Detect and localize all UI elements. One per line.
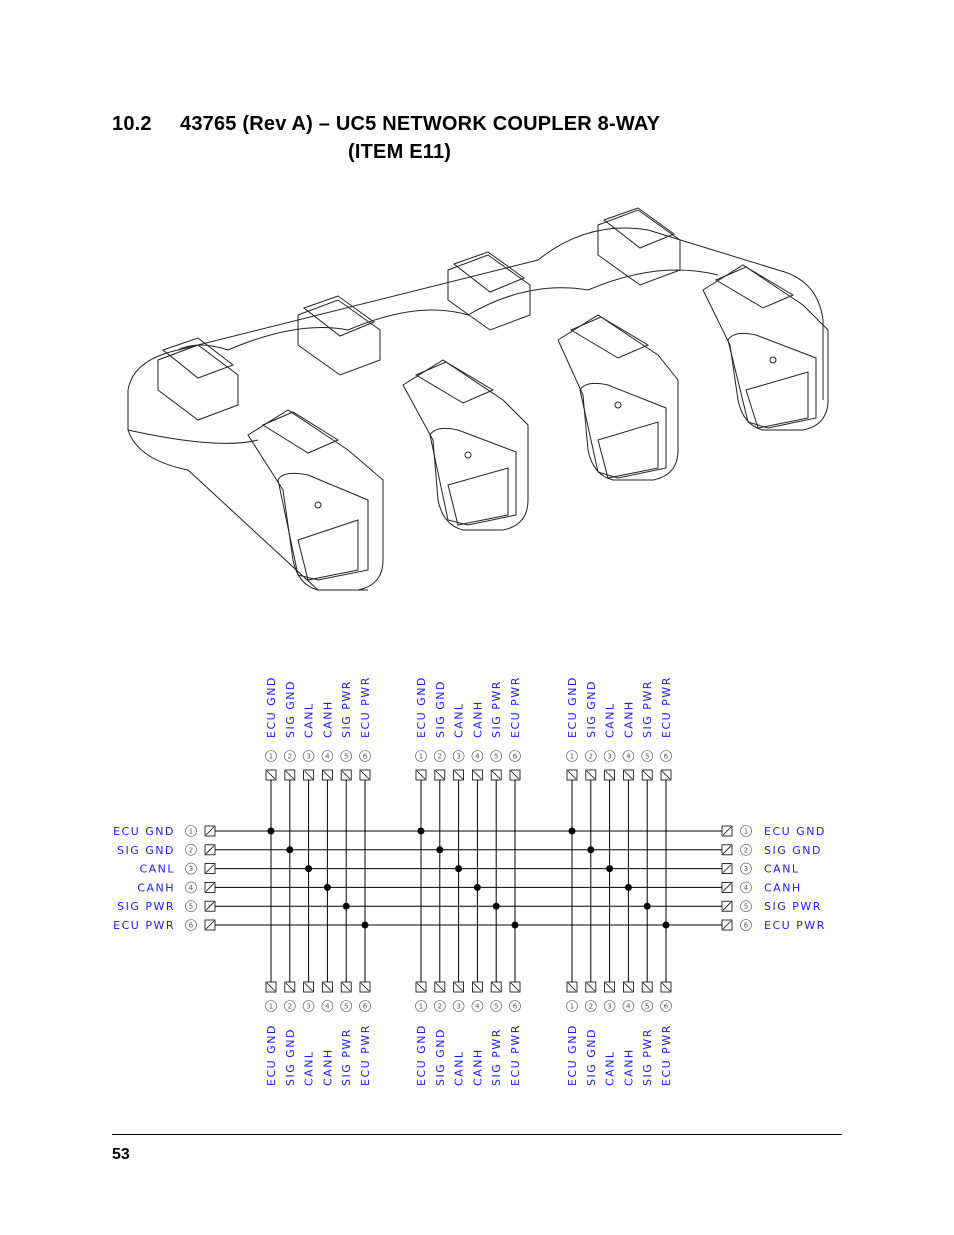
pin-number: 1 xyxy=(268,752,274,761)
junction-dot xyxy=(663,922,670,929)
pin-number: 4 xyxy=(475,1002,480,1011)
connector-label-bottom: SIG GND xyxy=(584,1028,598,1086)
pin-number: 5 xyxy=(743,902,749,911)
pin-number: 5 xyxy=(493,1002,499,1011)
connector-label-bottom: ECU GND xyxy=(415,1024,428,1086)
pin-number: 4 xyxy=(743,883,749,892)
connector-label-top: CANH xyxy=(622,700,636,738)
pin-number: 6 xyxy=(663,1002,669,1011)
signal-label-left: ECU PWR xyxy=(113,919,175,932)
junction-dot xyxy=(436,846,443,853)
pin-number: 1 xyxy=(188,827,194,836)
junction-dot xyxy=(268,828,275,835)
junction-dot xyxy=(493,903,500,910)
connector-label-top: ECU GND xyxy=(566,676,579,738)
pin-number: 4 xyxy=(626,752,631,761)
signal-label-left: ECU GND xyxy=(113,825,175,838)
pin-number: 1 xyxy=(569,1002,575,1011)
pin-number: 6 xyxy=(362,752,368,761)
signal-label-left: CANL xyxy=(139,862,175,876)
pin-number: 5 xyxy=(188,902,194,911)
junction-dot xyxy=(286,846,293,853)
pin-number: 1 xyxy=(268,1002,274,1011)
junction-dot xyxy=(512,922,519,929)
pin-number: 3 xyxy=(607,1002,612,1011)
junction-dot xyxy=(625,884,632,891)
pin-number: 6 xyxy=(512,1002,518,1011)
pin-number: 3 xyxy=(306,1002,311,1011)
junction-dot xyxy=(324,884,331,891)
pin-number: 5 xyxy=(493,752,499,761)
junction-dot xyxy=(474,884,481,891)
pin-number: 4 xyxy=(325,752,330,761)
connector-label-top: CANL xyxy=(603,702,617,738)
footer-rule xyxy=(112,1134,842,1135)
coupler-isometric-drawing xyxy=(118,200,838,600)
wiring-schematic xyxy=(0,650,954,1100)
signal-label-right: SIG PWR xyxy=(764,900,822,914)
junction-dot xyxy=(606,865,613,872)
pin-number: 2 xyxy=(188,846,194,855)
pin-number: 5 xyxy=(343,1002,349,1011)
pin-number: 4 xyxy=(626,1002,631,1011)
pin-number: 2 xyxy=(287,752,293,761)
connector-label-top: CANL xyxy=(302,702,316,738)
junction-dot xyxy=(587,846,594,853)
pin-number: 4 xyxy=(325,1002,330,1011)
pin-number: 2 xyxy=(437,1002,443,1011)
pin-number: 6 xyxy=(188,921,194,930)
pin-number: 6 xyxy=(362,1002,368,1011)
connector-label-top: SIG GND xyxy=(584,680,598,738)
junction-dot xyxy=(343,903,350,910)
pin-number: 3 xyxy=(456,1002,461,1011)
connector-label-bottom: SIG GND xyxy=(433,1028,447,1086)
connector-label-bottom: CANL xyxy=(302,1050,316,1086)
connector-label-top: SIG PWR xyxy=(340,680,354,738)
pin-number: 3 xyxy=(188,865,194,874)
signal-label-right: SIG GND xyxy=(764,843,822,857)
pin-number: 1 xyxy=(418,1002,424,1011)
pin-number: 6 xyxy=(512,752,518,761)
connector-label-bottom: SIG PWR xyxy=(641,1028,655,1086)
pin-number: 2 xyxy=(743,846,749,855)
pin-number: 1 xyxy=(569,752,575,761)
pin-number: 2 xyxy=(588,1002,594,1011)
junction-dot xyxy=(362,922,369,929)
connector-label-top: CANH xyxy=(471,700,485,738)
connector-label-top: CANL xyxy=(452,702,466,738)
pin-number: 1 xyxy=(418,752,424,761)
connector-label-bottom: CANH xyxy=(622,1048,636,1086)
connector-label-bottom: SIG PWR xyxy=(340,1028,354,1086)
connector-front-3 xyxy=(558,315,678,480)
junction-dot xyxy=(305,865,312,872)
junction-dot xyxy=(644,903,651,910)
section-title-line2: (ITEM E11) xyxy=(348,141,452,163)
pin-number: 3 xyxy=(306,752,311,761)
connector-label-top: ECU PWR xyxy=(359,676,372,738)
connector-label-top: ECU GND xyxy=(265,676,278,738)
connector-front-4 xyxy=(703,265,828,430)
connector-label-bottom: ECU GND xyxy=(265,1024,278,1086)
pin-number: 5 xyxy=(644,1002,650,1011)
pin-number: 5 xyxy=(343,752,349,761)
connector-label-top: ECU GND xyxy=(415,676,428,738)
pin-stub xyxy=(770,357,776,363)
pin-number: 3 xyxy=(743,865,749,874)
signal-label-right: CANL xyxy=(764,862,800,876)
pin-stub xyxy=(465,452,471,458)
connector-label-bottom: CANH xyxy=(471,1048,485,1086)
connector-label-bottom: ECU PWR xyxy=(509,1024,522,1086)
section-title-line1: 43765 (Rev A) – UC5 NETWORK COUPLER 8-WAY xyxy=(180,113,661,135)
signal-label-left: SIG PWR xyxy=(117,900,175,914)
junction-dot xyxy=(569,828,576,835)
connector-label-bottom: CANL xyxy=(603,1050,617,1086)
connector-label-top: ECU PWR xyxy=(660,676,673,738)
pin-number: 2 xyxy=(588,752,594,761)
connector-back-2 xyxy=(298,296,380,375)
page-number: 53 xyxy=(112,1146,130,1163)
junction-dot xyxy=(418,828,425,835)
pin-number: 2 xyxy=(437,752,443,761)
connector-label-bottom: SIG GND xyxy=(283,1028,297,1086)
connector-back-3 xyxy=(448,252,530,330)
connector-label-top: SIG PWR xyxy=(641,680,655,738)
connector-label-bottom: ECU PWR xyxy=(359,1024,372,1086)
connector-back-1 xyxy=(158,338,238,420)
connector-label-bottom: CANL xyxy=(452,1050,466,1086)
section-heading xyxy=(112,110,660,166)
signal-label-right: CANH xyxy=(764,881,802,895)
connector-label-bottom: ECU PWR xyxy=(660,1024,673,1086)
pin-stub xyxy=(615,402,621,408)
connector-label-top: ECU PWR xyxy=(509,676,522,738)
connector-label-top: SIG GND xyxy=(283,680,297,738)
pin-number: 1 xyxy=(743,827,749,836)
signal-label-left: SIG GND xyxy=(117,843,175,857)
pin-number: 2 xyxy=(287,1002,293,1011)
connector-label-top: SIG PWR xyxy=(490,680,504,738)
pin-number: 4 xyxy=(475,752,480,761)
connector-front-1 xyxy=(248,410,383,590)
pin-number: 4 xyxy=(188,883,194,892)
section-number: 10.2 xyxy=(112,113,152,135)
pin-number: 6 xyxy=(743,921,749,930)
connector-label-top: CANH xyxy=(321,700,335,738)
pin-number: 3 xyxy=(607,752,612,761)
signal-label-left: CANH xyxy=(137,881,175,895)
connector-label-bottom: CANH xyxy=(321,1048,335,1086)
junction-dot xyxy=(455,865,462,872)
connector-label-bottom: SIG PWR xyxy=(490,1028,504,1086)
connector-label-top: SIG GND xyxy=(433,680,447,738)
pin-number: 5 xyxy=(644,752,650,761)
pin-number: 3 xyxy=(456,752,461,761)
pin-stub xyxy=(315,502,321,508)
signal-label-right: ECU PWR xyxy=(764,919,826,932)
connector-front-2 xyxy=(403,360,528,530)
connector-label-bottom: ECU GND xyxy=(566,1024,579,1086)
signal-label-right: ECU GND xyxy=(764,825,826,838)
pin-number: 6 xyxy=(663,752,669,761)
